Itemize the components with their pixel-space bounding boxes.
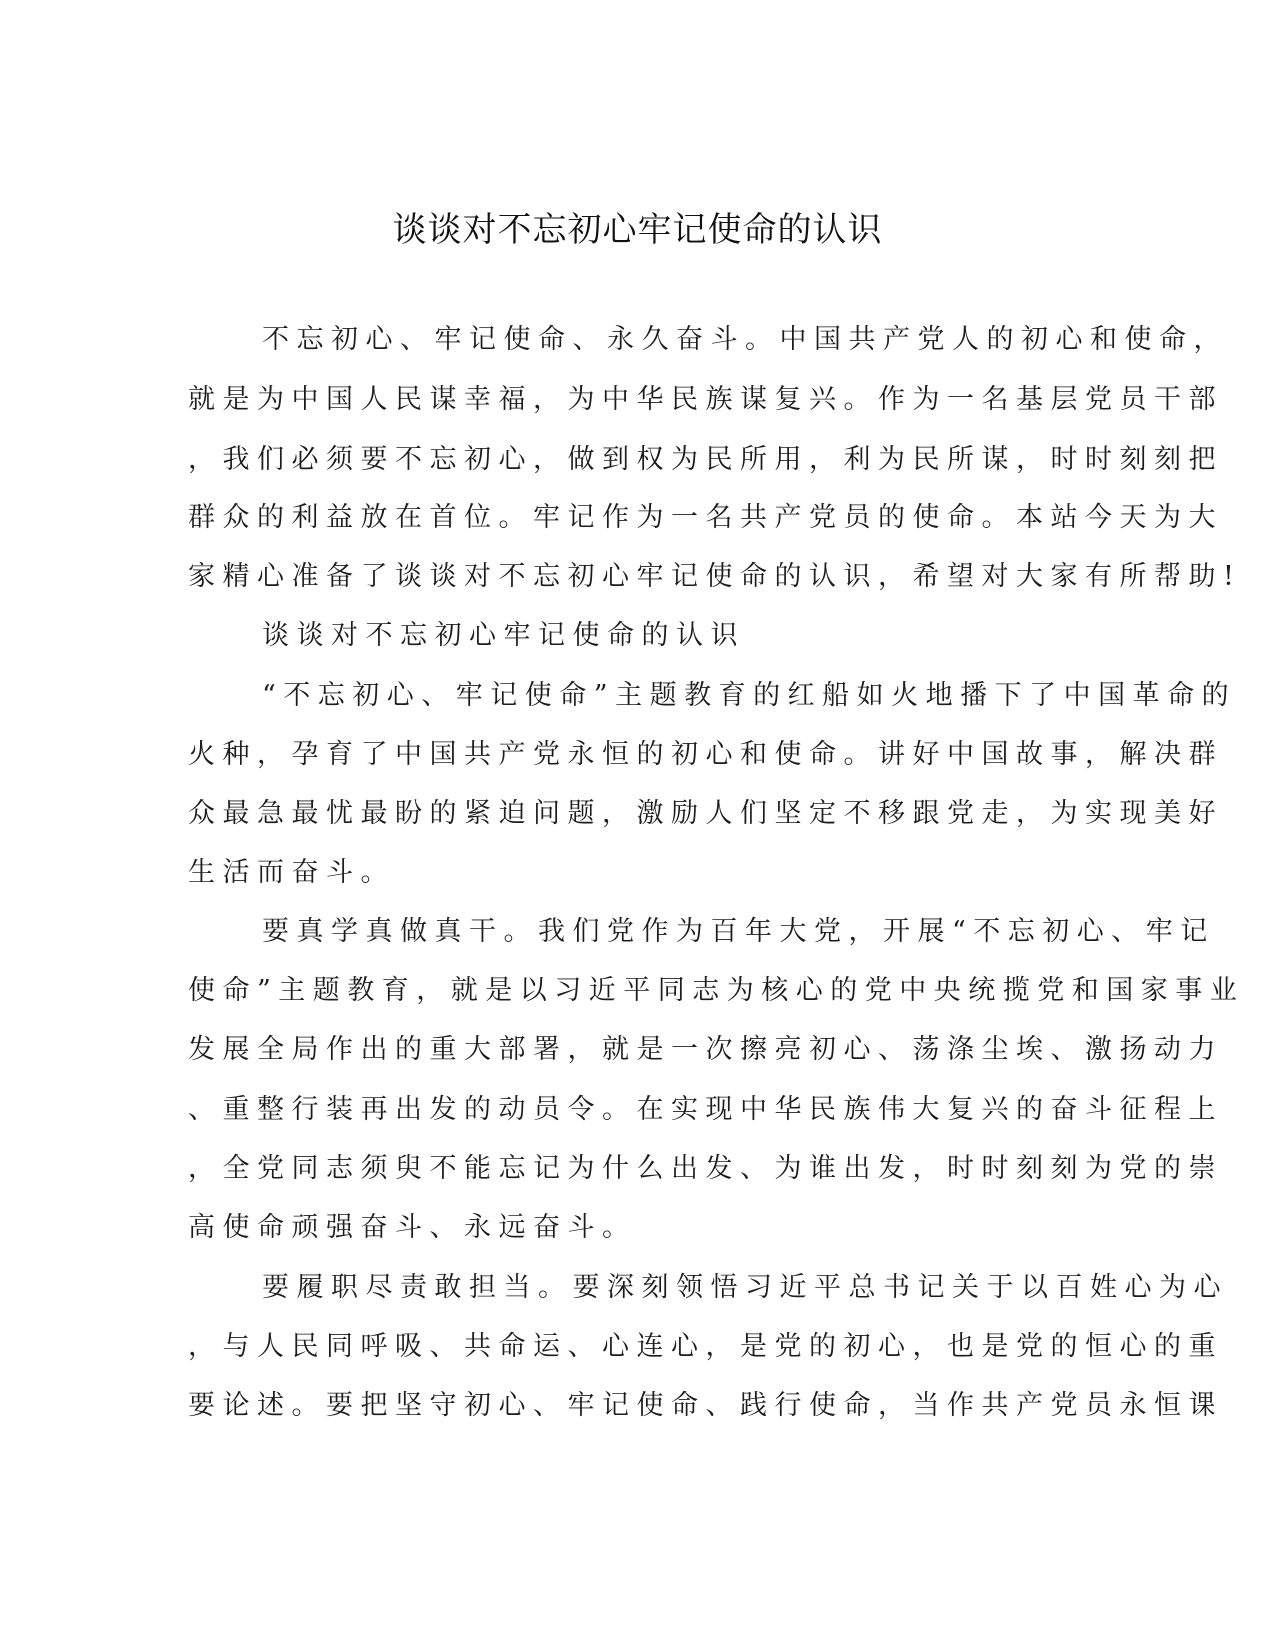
- text-line-1: 不忘初心、牢记使命、永久奋斗。中国共产党人的初心和使命，: [262, 324, 1228, 355]
- text-line-7: “不忘初心、牢记使命”主题教育的红船如火地播下了中国革命的: [262, 680, 1237, 711]
- text-line-16: 高使命顽强奋斗、永远奋斗。: [188, 1212, 637, 1243]
- section-heading: 谈谈对不忘初心牢记使命的认识: [262, 620, 745, 651]
- document-title: 谈谈对不忘初心牢记使命的认识: [392, 210, 883, 250]
- text-line-13: 发展全局作出的重大部署，就是一次擦亮初心、荡涤尘埃、激扬动力: [188, 1034, 1223, 1065]
- text-line-8: 火种，孕育了中国共产党永恒的初心和使命。讲好中国故事，解决群: [188, 739, 1223, 770]
- text-line-5: 家精心准备了谈谈对不忘初心牢记使命的认识，希望对大家有所帮助!: [188, 561, 1242, 592]
- text-line-14: 、重整行装再出发的动员令。在实现中华民族伟大复兴的奋斗征程上: [188, 1094, 1223, 1125]
- text-line-10: 生活而奋斗。: [188, 857, 395, 888]
- text-line-18: ，与人民同呼吸、共命运、心连心，是党的初心，也是党的恒心的重: [188, 1331, 1223, 1362]
- text-line-12: 使命”主题教育，就是以习近平同志为核心的党中央统揽党和国家事业: [188, 975, 1245, 1006]
- text-line-2: 就是为中国人民谋幸福，为中华民族谋复兴。作为一名基层党员干部: [188, 384, 1223, 415]
- text-line-19: 要论述。要把坚守初心、牢记使命、践行使命，当作共产党员永恒课: [188, 1390, 1223, 1421]
- text-line-4: 群众的利益放在首位。牢记作为一名共产党员的使命。本站今天为大: [188, 502, 1223, 533]
- text-line-9: 众最急最忧最盼的紧迫问题，激励人们坚定不移跟党走，为实现美好: [188, 798, 1223, 829]
- text-line-11: 要真学真做真干。我们党作为百年大党，开展“不忘初心、牢记: [262, 916, 1215, 947]
- text-line-17: 要履职尽责敢担当。要深刻领悟习近平总书记关于以百姓心为心: [262, 1272, 1228, 1303]
- text-line-15: ，全党同志须臾不能忘记为什么出发、为谁出发，时时刻刻为党的崇: [188, 1153, 1223, 1184]
- text-line-3: ，我们必须要不忘初心，做到权为民所用，利为民所谋，时时刻刻把: [188, 444, 1223, 475]
